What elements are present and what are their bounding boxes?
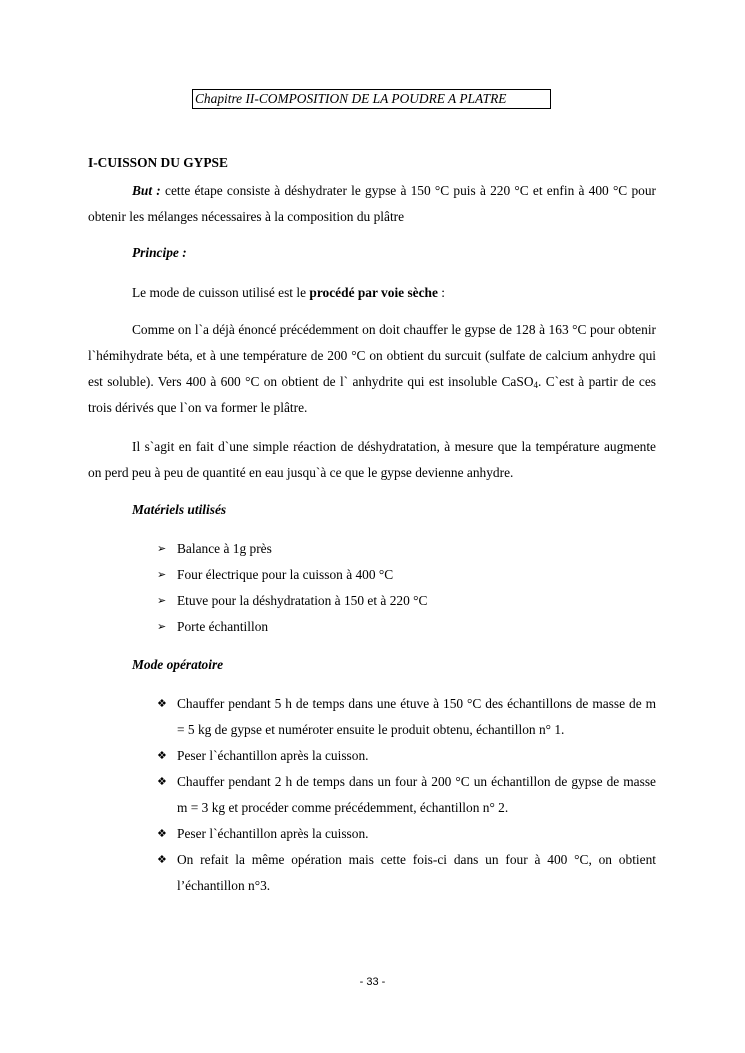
- but-label: But :: [132, 183, 161, 198]
- list-item: ➢ Porte échantillon: [157, 614, 656, 640]
- mode-cuisson-before: Le mode de cuisson utilisé est le: [132, 285, 310, 300]
- operations-list: [157, 691, 656, 899]
- list-item: ➢ Four électrique pour la cuisson à 400 °C: [157, 562, 656, 588]
- diamond-bullet-icon: ❖: [157, 749, 167, 762]
- mode-cuisson-bold: procédé par voie sèche: [309, 285, 438, 300]
- but-text: cette étape consiste à déshydrater le gypse à 150 °C puis à 220 °C et enfin à 400 °C pour obtenir les mélanges nécessaires à la composition du plâtre: [88, 183, 656, 224]
- caso4-subscript: 4: [533, 380, 538, 390]
- list-item: ❖ Peser l`échantillon après la cuisson.: [157, 743, 656, 769]
- diamond-bullet-icon: ❖: [157, 827, 167, 840]
- il-sagit-paragraph: [88, 434, 656, 486]
- list-item: ❖ Chauffer pendant 2 h de temps dans un four à 200 °C un échantillon de gypse de masse m = 3 kg et procéder comme précédemment, échantillon n° 2.: [157, 769, 656, 821]
- comme-on-text: Comme on l`a déjà énoncé précédemment on doit chauffer le gypse de 128 à 163 °C pour obtenir l`hémihydrate béta, et à une température de 200 °C on obtient du surcuit (sulfate de calcium anhydre qui est soluble). Vers 400 à 600 °C on obtient de l` anhydrite qui est insoluble CaSO: [88, 322, 656, 389]
- arrow-bullet-icon: ➢: [157, 620, 167, 633]
- diamond-bullet-icon: ❖: [157, 853, 167, 866]
- mode-cuisson-after: :: [437, 285, 446, 300]
- chapter-title: Chapitre II-COMPOSITION DE LA POUDRE A PLATRE: [192, 89, 551, 109]
- comme-on-paragraph: [88, 317, 656, 421]
- principe-label: Principe :: [132, 245, 187, 260]
- diamond-bullet-icon: ❖: [157, 697, 167, 710]
- arrow-bullet-icon: ➢: [157, 568, 167, 581]
- list-item: ➢ Balance à 1g près: [157, 536, 656, 562]
- comme-on-after: . C`est à partir de ces trois dérivés que l`on va former le plâtre.: [88, 374, 656, 415]
- mode-operatoire-label: Mode opératoire: [132, 657, 224, 672]
- list-item: ❖ On refait la même opération mais cette fois-ci dans un four à 400 °C, on obtient l’échantillon n°3.: [157, 847, 656, 899]
- list-item: ➢ Etuve pour la déshydratation à 150 et à 220 °C: [157, 588, 656, 614]
- arrow-bullet-icon: ➢: [157, 594, 167, 607]
- page-number: - 33 -: [359, 976, 386, 988]
- but-paragraph: [88, 178, 656, 230]
- materiels-list: [157, 536, 656, 640]
- list-item: ❖ Chauffer pendant 5 h de temps dans une étuve à 150 °C des échantillons de masse de m = 5 kg de gypse et numéroter ensuite le produit obtenu, échantillon n° 1.: [157, 691, 656, 743]
- diamond-bullet-icon: ❖: [157, 775, 167, 788]
- arrow-bullet-icon: ➢: [157, 542, 167, 555]
- materiels-label: Matériels utilisés: [132, 502, 227, 517]
- mode-cuisson-line: [132, 284, 445, 302]
- section-heading: I-CUISSON DU GYPSE: [88, 155, 228, 170]
- il-sagit-text: Il s`agit en fait d`une simple réaction de déshydratation, à mesure que la température augmente on perd peu à peu de quantité en eau jusqu`à ce que le gypse devienne anhydre.: [88, 439, 656, 480]
- list-item: ❖ Peser l`échantillon après la cuisson.: [157, 821, 656, 847]
